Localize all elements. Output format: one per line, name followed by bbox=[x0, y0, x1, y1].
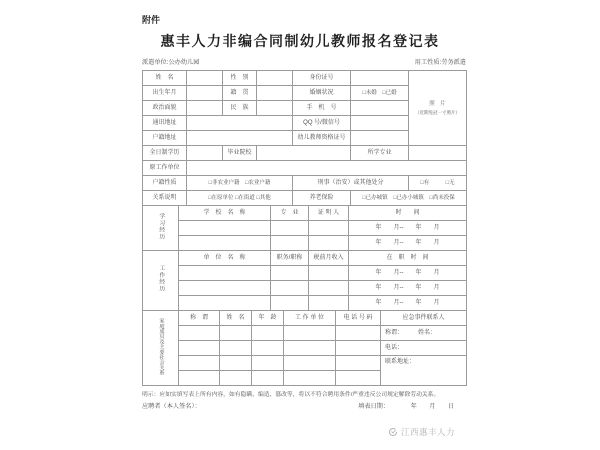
member-unit-input-cell bbox=[284, 326, 336, 341]
emergency-contact-header: 应急事件联系人 bbox=[381, 311, 467, 326]
marital-status-checkboxes: □未婚 □已婚 bbox=[351, 86, 409, 101]
birth-date-label: 出生年月 bbox=[143, 86, 187, 101]
ethnicity-label: 民 族 bbox=[223, 101, 257, 116]
family-members-table bbox=[142, 310, 467, 386]
qq-wechat-input-cell bbox=[351, 116, 409, 131]
member-name-input-cell bbox=[220, 356, 252, 371]
employment-time-header: 在 职 时 间 bbox=[349, 251, 467, 266]
signature-line bbox=[142, 401, 454, 410]
native-place-input-cell bbox=[257, 86, 293, 101]
mobile-label: 手 机 号 bbox=[293, 101, 351, 116]
hukou-address-input-cell bbox=[187, 131, 293, 146]
footer-note: 明示：应如实填写表上所有内容，如有隐瞒、编造、篡改等，将以不符合聘用条件/严重违反公司规定解除劳动关系。 bbox=[142, 392, 440, 398]
income-header: 税前月收入 bbox=[309, 251, 349, 266]
member-unit-header: 工 作 单 位 bbox=[284, 311, 336, 326]
criminal-record-label: 刑事（治安）或其他处分 bbox=[293, 176, 409, 191]
subheader bbox=[142, 57, 466, 66]
pension-label: 养老保险 bbox=[293, 191, 351, 206]
id-number-input-cell bbox=[351, 71, 409, 86]
page-title: 惠丰人力非编合同制幼儿教师报名登记表 bbox=[160, 33, 440, 49]
fulltime-education-input-cell bbox=[187, 146, 223, 161]
reference-input-cell bbox=[309, 236, 349, 251]
work-vertical-label: 工作经历 bbox=[157, 265, 164, 293]
name-input-cell bbox=[187, 71, 223, 86]
fill-date-label: 填表日期： 年 月 日 bbox=[358, 403, 454, 410]
member-unit-input-cell bbox=[284, 371, 336, 386]
work-history-table bbox=[142, 250, 467, 311]
relation-input-cell bbox=[179, 326, 220, 341]
id-number-label: 身份证号 bbox=[293, 71, 351, 86]
time-header: 时 间 bbox=[349, 206, 467, 221]
education-time-cell: 年 月-- 年 月 bbox=[349, 236, 467, 251]
employment-nature-label: 用工性质:劳务派遣 bbox=[414, 59, 466, 66]
emergency-name-cell: 称谓： 姓名： bbox=[381, 326, 467, 341]
emergency-phone-cell: 电话： bbox=[381, 341, 467, 356]
former-employer-label: 原工作单位 bbox=[143, 161, 187, 176]
relation-note-checkboxes: □在原单位 □在街道 □其他 bbox=[187, 191, 293, 206]
work-section-label bbox=[143, 251, 179, 311]
ethnicity-input-cell bbox=[257, 101, 293, 116]
school-name-input-cell bbox=[179, 221, 271, 236]
marital-status-label: 婚姻状况 bbox=[293, 86, 351, 101]
hukou-type-checkboxes: □非农业户籍 □农业户籍 bbox=[187, 176, 293, 191]
education-vertical-label: 学习经历 bbox=[157, 212, 164, 241]
former-employer-input-cell bbox=[187, 161, 467, 176]
income-input-cell bbox=[309, 266, 349, 281]
education-history-table bbox=[142, 205, 467, 251]
teacher-cert-label: 幼儿教师资格证号 bbox=[293, 131, 351, 146]
job-title-input-cell bbox=[271, 266, 309, 281]
unit-name-header: 单 位 名 称 bbox=[179, 251, 271, 266]
age-input-cell bbox=[252, 356, 284, 371]
major-input-cell bbox=[271, 221, 309, 236]
employment-time-cell: 年 月-- 年 月 bbox=[349, 296, 467, 311]
relation-input-cell bbox=[179, 341, 220, 356]
major-input-cell bbox=[409, 146, 467, 161]
watermark-text: 江西惠丰人力 bbox=[401, 427, 456, 437]
hukou-address-label: 户籍地址 bbox=[143, 131, 187, 146]
criminal-record-checkboxes: □有 □无 bbox=[409, 176, 467, 191]
photo-label: 照 片 bbox=[429, 101, 446, 107]
education-section-label bbox=[143, 206, 179, 251]
birth-date-input-cell bbox=[187, 86, 223, 101]
applicant-signature-label: 应聘者（本人签名）： bbox=[142, 403, 201, 410]
job-title-header: 职务/职称 bbox=[271, 251, 309, 266]
job-title-input-cell bbox=[271, 296, 309, 311]
employment-time-cell: 年 月-- 年 月 bbox=[349, 266, 467, 281]
major-label: 所学专业 bbox=[351, 146, 409, 161]
relation-note-label: 关系说明 bbox=[143, 191, 187, 206]
phone-input-cell bbox=[336, 356, 381, 371]
native-place-label: 籍 贯 bbox=[223, 86, 257, 101]
reference-header: 证 明 人 bbox=[309, 206, 349, 221]
major-header: 专 业 bbox=[271, 206, 309, 221]
income-input-cell bbox=[309, 296, 349, 311]
gender-input-cell bbox=[257, 71, 293, 86]
age-input-cell bbox=[252, 371, 284, 386]
school-name-input-cell bbox=[179, 236, 271, 251]
mailing-address-input-cell bbox=[187, 116, 293, 131]
huifeng-logo-icon bbox=[388, 427, 398, 437]
age-input-cell bbox=[252, 326, 284, 341]
photo-box bbox=[409, 71, 467, 146]
income-input-cell bbox=[309, 281, 349, 296]
name-label: 姓 名 bbox=[143, 71, 187, 86]
photo-note: （近期免冠一寸照片） bbox=[415, 109, 460, 115]
political-status-label: 政治面貌 bbox=[143, 101, 187, 116]
mobile-input-cell bbox=[351, 101, 409, 116]
phone-input-cell bbox=[336, 341, 381, 356]
reference-input-cell bbox=[309, 221, 349, 236]
relation-input-cell bbox=[179, 356, 220, 371]
registration-table bbox=[142, 70, 466, 386]
graduation-school-label: 毕业院校 bbox=[223, 146, 257, 161]
unit-name-input-cell bbox=[179, 281, 271, 296]
member-unit-input-cell bbox=[284, 356, 336, 371]
attachment-label: 附件 bbox=[142, 15, 161, 25]
member-name-input-cell bbox=[220, 326, 252, 341]
school-name-header: 学 校 名 称 bbox=[179, 206, 271, 221]
emergency-address-cell: 联系地址： bbox=[381, 356, 467, 386]
employment-time-cell: 年 月-- 年 月 bbox=[349, 281, 467, 296]
age-input-cell bbox=[252, 341, 284, 356]
education-time-cell: 年 月-- 年 月 bbox=[349, 221, 467, 236]
family-section-label bbox=[143, 311, 179, 386]
age-header: 年 龄 bbox=[252, 311, 284, 326]
personal-info-table bbox=[142, 70, 467, 206]
qq-wechat-label: QQ 号/微信号 bbox=[293, 116, 351, 131]
member-name-input-cell bbox=[220, 371, 252, 386]
phone-input-cell bbox=[336, 326, 381, 341]
political-status-input-cell bbox=[187, 101, 223, 116]
gender-label: 性 别 bbox=[223, 71, 257, 86]
member-unit-input-cell bbox=[284, 341, 336, 356]
fulltime-education-label: 全日制学历 bbox=[143, 146, 187, 161]
teacher-cert-input-cell bbox=[351, 131, 409, 146]
family-vertical-label: 家庭成员及主要社会关系 bbox=[158, 317, 165, 376]
unit-name-input-cell bbox=[179, 296, 271, 311]
member-name-header: 姓 名 bbox=[220, 311, 252, 326]
relation-input-cell bbox=[179, 371, 220, 386]
graduation-school-input-cell bbox=[257, 146, 351, 161]
major-input-cell bbox=[271, 236, 309, 251]
watermark bbox=[388, 426, 455, 438]
member-name-input-cell bbox=[220, 341, 252, 356]
pension-checkboxes: □已办城镇 □已办小城镇 □尚未投保 bbox=[351, 191, 467, 206]
relation-header: 称 谓 bbox=[179, 311, 220, 326]
phone-input-cell bbox=[336, 371, 381, 386]
mailing-address-label: 通讯地址 bbox=[143, 116, 187, 131]
job-title-input-cell bbox=[271, 281, 309, 296]
unit-name-input-cell bbox=[179, 266, 271, 281]
phone-header: 电 话 号 码 bbox=[336, 311, 381, 326]
dispatch-unit-label: 派遣单位:公办幼儿园 bbox=[142, 59, 200, 66]
hukou-type-label: 户籍性质 bbox=[143, 176, 187, 191]
